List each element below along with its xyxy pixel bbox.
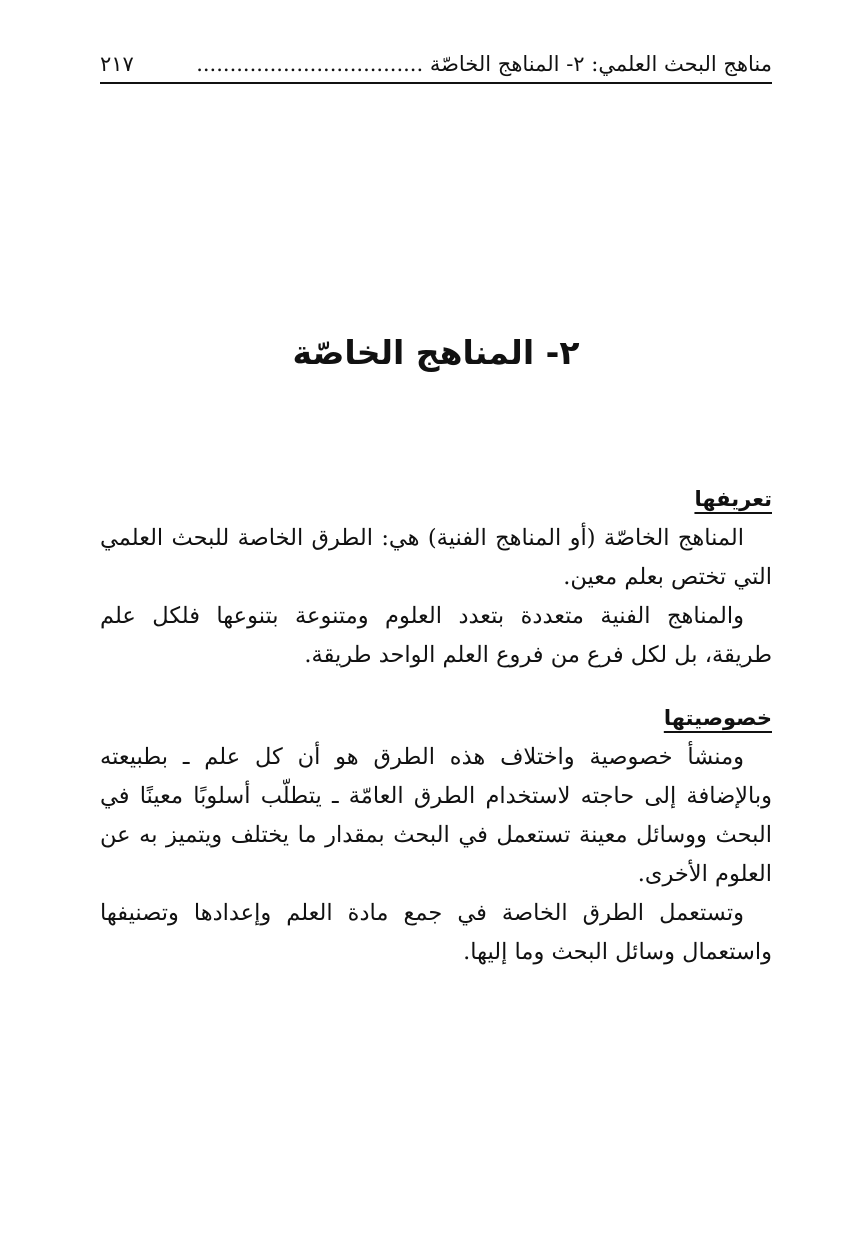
paragraph: ومنشأ خصوصية واختلاف هذه الطرق هو أن كل علم ـ بطبيعته وبالإضافة إلى حاجته لاستخدام الطرق العامّة ـ يتطلّب أسلوبًا معينًا في البحث ووسائل معينة تستعمل في البحث بمقدار ما يختلف ويتميز به عن العلوم الأخرى. [100, 744, 772, 887]
paragraph: المناهج الخاصّة (أو المناهج الفنية) هي: الطرق الخاصة للبحث العلمي التي تختص بعلم معين. [100, 525, 772, 590]
section-heading-definition: تعريفها [694, 487, 772, 511]
section-heading-specificity: خصوصيتها [663, 706, 772, 730]
body-text [100, 480, 772, 972]
section-spacer [100, 675, 772, 699]
chapter-title: ٢- المناهج الخاصّة [292, 333, 580, 372]
paragraph: والمناهج الفنية متعددة بتعدد العلوم ومتنوعة بتنوعها فلكل علم طريقة، بل لكل فرع من فروع العلم الواحد طريقة. [100, 603, 772, 668]
page-number: ٢١٧ [100, 52, 134, 76]
running-title: مناهج البحث العلمي: ٢- المناهج الخاصّة .................................. [196, 52, 772, 76]
paragraph: وتستعمل الطرق الخاصة في جمع مادة العلم وإعدادها وتصنيفها واستعمال وسائل البحث وما إليها. [100, 900, 772, 965]
running-header [100, 46, 772, 84]
